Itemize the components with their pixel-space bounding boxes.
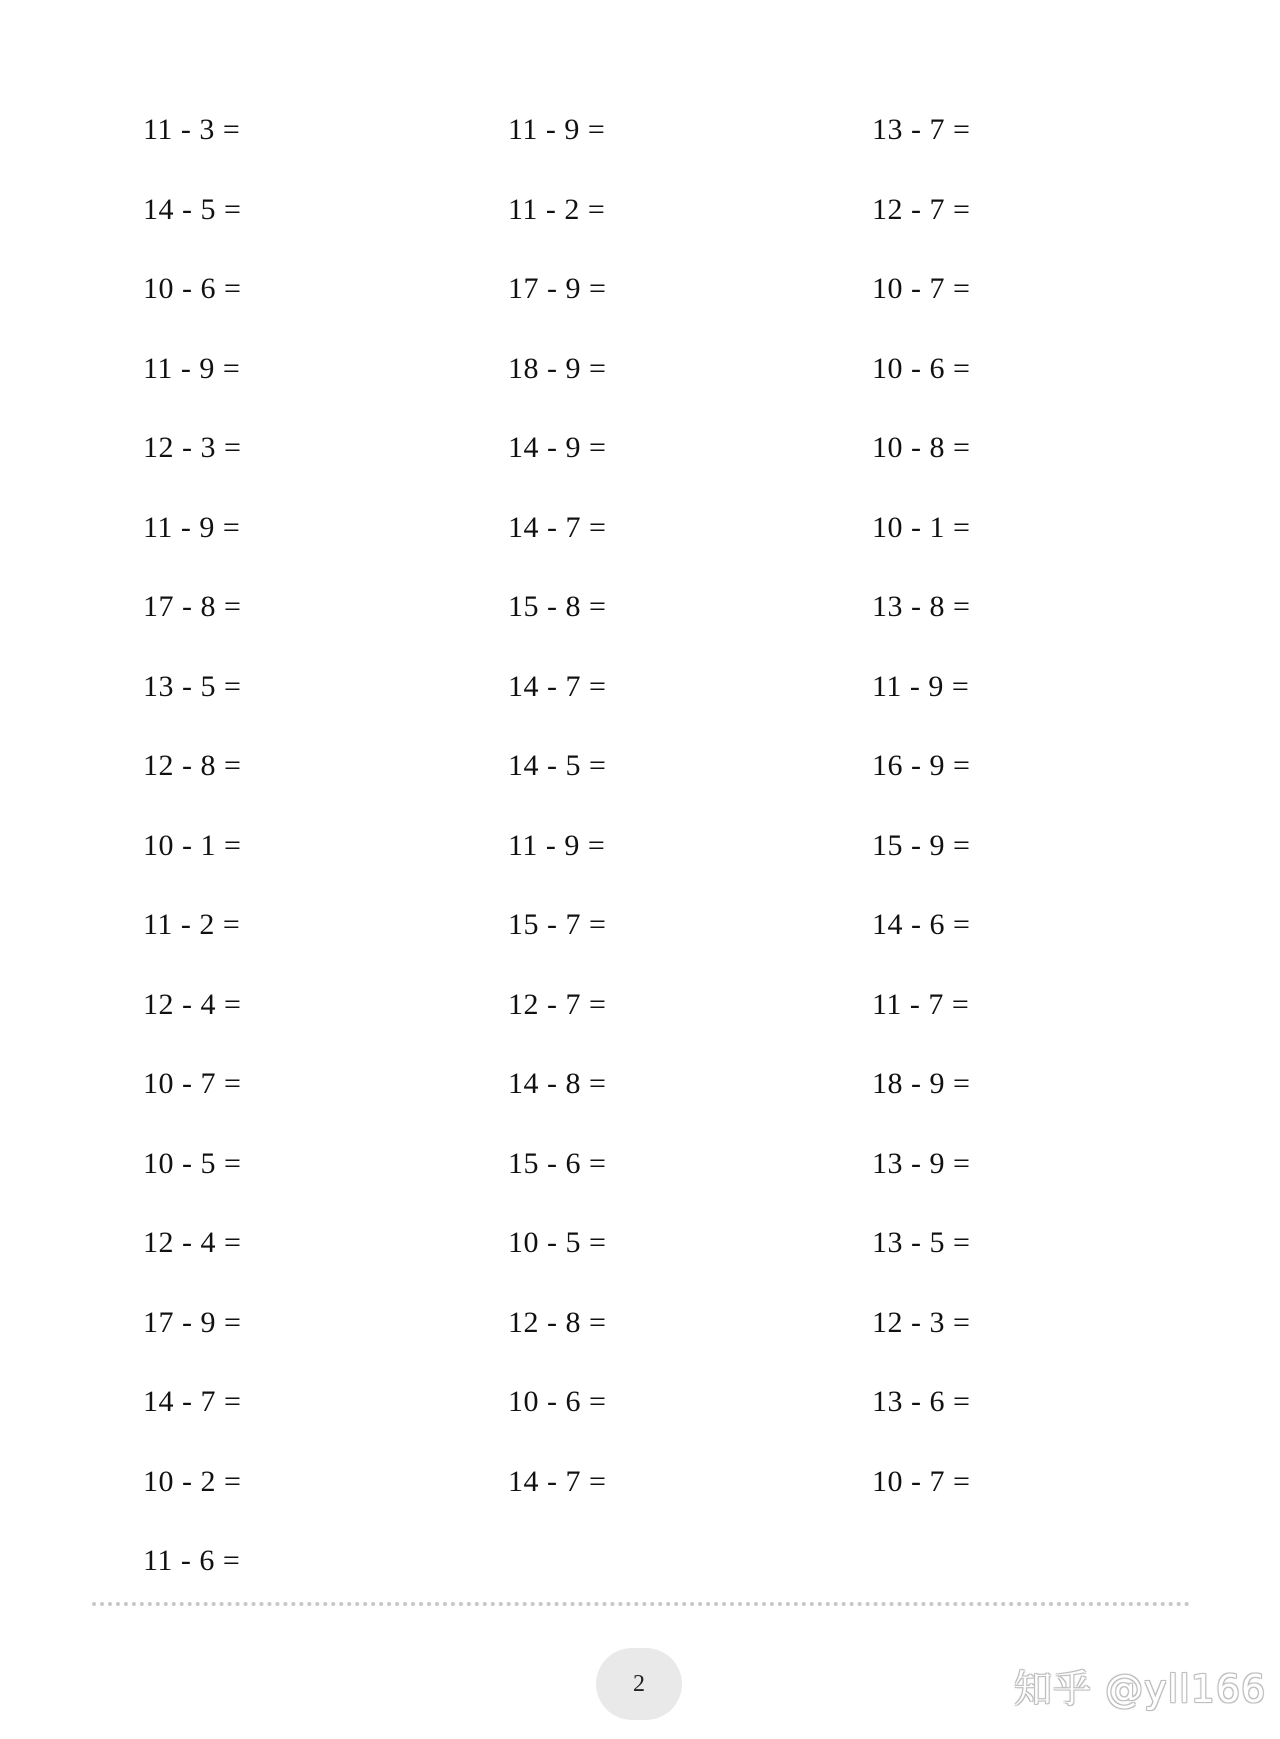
problem-item: 12 - 8 = — [143, 749, 242, 782]
problem-item: 12 - 8 = — [508, 1306, 607, 1339]
problem-item: 15 - 8 = — [508, 590, 607, 623]
dotted-divider — [92, 1602, 1190, 1606]
problem-item: 13 - 6 = — [872, 1385, 971, 1418]
problem-item: 18 - 9 = — [872, 1067, 971, 1100]
problem-item: 13 - 7 = — [872, 113, 971, 146]
problem-item: 12 - 7 = — [508, 988, 607, 1021]
problem-item: 10 - 7 = — [143, 1067, 242, 1100]
problem-item: 10 - 6 = — [143, 272, 242, 305]
problem-item: 14 - 5 = — [508, 749, 607, 782]
problem-item: 11 - 3 = — [143, 113, 241, 146]
problem-item: 11 - 6 = — [143, 1544, 241, 1577]
problem-item: 10 - 7 = — [872, 1465, 971, 1498]
problem-item: 15 - 6 = — [508, 1147, 607, 1180]
problem-item: 11 - 9 = — [508, 829, 606, 862]
problem-item: 13 - 5 = — [143, 670, 242, 703]
problem-item: 13 - 9 = — [872, 1147, 971, 1180]
problem-item: 14 - 7 = — [143, 1385, 242, 1418]
problem-item: 11 - 9 = — [143, 511, 241, 544]
problem-item: 11 - 7 = — [872, 988, 970, 1021]
page-number-badge — [596, 1648, 682, 1720]
problem-item: 15 - 9 = — [872, 829, 971, 862]
problem-item: 14 - 7 = — [508, 511, 607, 544]
problem-item: 17 - 9 = — [508, 272, 607, 305]
problem-item: 17 - 9 = — [143, 1306, 242, 1339]
problem-item: 14 - 5 = — [143, 193, 242, 226]
problem-item: 14 - 8 = — [508, 1067, 607, 1100]
problem-item: 12 - 3 = — [143, 431, 242, 464]
problem-item: 14 - 6 = — [872, 908, 971, 941]
problem-item: 11 - 2 = — [143, 908, 241, 941]
problem-item: 13 - 5 = — [872, 1226, 971, 1259]
problem-item: 10 - 5 = — [143, 1147, 242, 1180]
problem-item: 15 - 7 = — [508, 908, 607, 941]
problem-item: 10 - 1 = — [872, 511, 971, 544]
problem-item: 12 - 7 = — [872, 193, 971, 226]
problem-item: 10 - 7 = — [872, 272, 971, 305]
problem-item: 11 - 2 = — [508, 193, 606, 226]
watermark: 知乎 @yll166 — [1014, 1667, 1267, 1711]
problem-item: 14 - 7 = — [508, 1465, 607, 1498]
problem-item: 18 - 9 = — [508, 352, 607, 385]
problem-item: 14 - 9 = — [508, 431, 607, 464]
problem-item: 10 - 6 = — [872, 352, 971, 385]
problem-item: 10 - 5 = — [508, 1226, 607, 1259]
page-number: 2 — [633, 1670, 645, 1697]
problem-item: 13 - 8 = — [872, 590, 971, 623]
problem-item: 17 - 8 = — [143, 590, 242, 623]
problem-item: 10 - 2 = — [143, 1465, 242, 1498]
problem-item: 11 - 9 = — [508, 113, 606, 146]
problem-item: 12 - 4 = — [143, 1226, 242, 1259]
problem-item: 12 - 3 = — [872, 1306, 971, 1339]
problem-item: 11 - 9 = — [872, 670, 970, 703]
problem-item: 14 - 7 = — [508, 670, 607, 703]
problem-item: 10 - 8 = — [872, 431, 971, 464]
problem-item: 12 - 4 = — [143, 988, 242, 1021]
problem-item: 11 - 9 = — [143, 352, 241, 385]
problem-item: 10 - 1 = — [143, 829, 242, 862]
problem-item: 16 - 9 = — [872, 749, 971, 782]
problem-item: 10 - 6 = — [508, 1385, 607, 1418]
